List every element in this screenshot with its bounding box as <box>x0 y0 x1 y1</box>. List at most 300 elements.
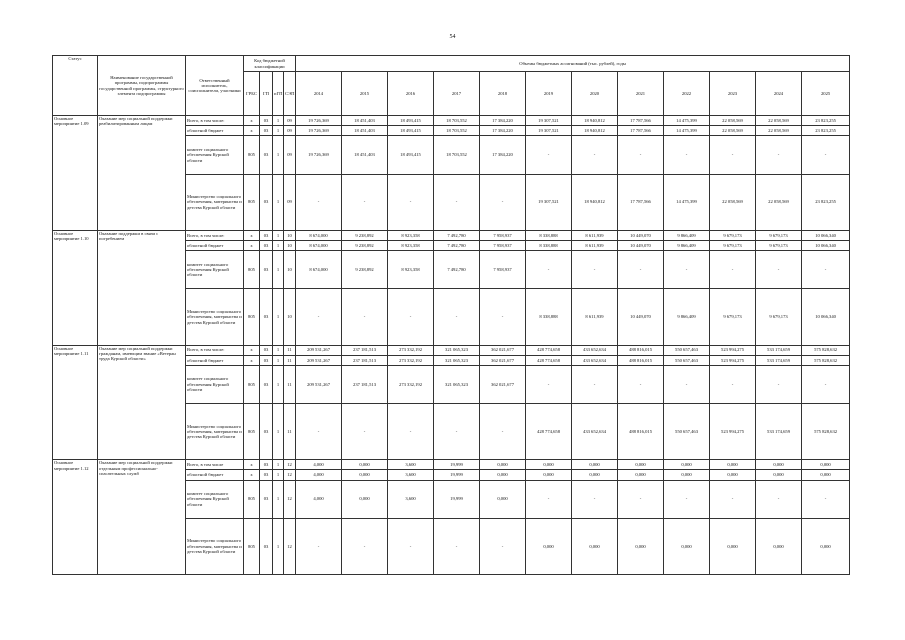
header-year: 2024 <box>756 72 802 116</box>
value-cell: - <box>342 404 388 460</box>
page-number: 54 <box>449 34 456 40</box>
value-cell: 8 674,000 <box>296 240 342 250</box>
value-cell: 321 065,323 <box>434 365 480 403</box>
group-name: Оказание мер социальной поддержки реабилитированным лицам <box>98 116 186 231</box>
value-cell: - <box>526 136 572 174</box>
code-cell: 1 <box>273 126 284 136</box>
executor-cell: Министерство социального обеспечения, материнства и детства Курской области <box>186 518 244 574</box>
value-cell: 18 451,403 <box>342 136 388 174</box>
value-cell: 19 726,369 <box>296 116 342 126</box>
value-cell: 8 611,939 <box>572 240 618 250</box>
value-cell: 7 492,780 <box>434 251 480 289</box>
value-cell: 22 058,569 <box>756 116 802 126</box>
header-code-col: пГП <box>273 72 284 116</box>
value-cell: - <box>434 404 480 460</box>
table-row <box>53 460 850 470</box>
value-cell: - <box>802 480 850 518</box>
value-cell: 0,000 <box>572 470 618 480</box>
group-name: Оказание мер социальной поддержки гражданам, имеющим звание «Ветеран труда Курской области» <box>98 345 186 460</box>
executor-cell: комитет социального обеспечения Курской области <box>186 136 244 174</box>
value-cell: 0,000 <box>710 460 756 470</box>
code-cell: 1 <box>273 480 284 518</box>
value-cell: 237 181,513 <box>342 355 388 365</box>
header-year: 2019 <box>526 72 572 116</box>
value-cell: 273 332,192 <box>388 365 434 403</box>
value-cell: 9 866,409 <box>664 230 710 240</box>
value-cell: - <box>526 480 572 518</box>
value-cell: 9 679,173 <box>756 240 802 250</box>
value-cell: 0,000 <box>756 460 802 470</box>
value-cell: 17 384,220 <box>480 116 526 126</box>
code-cell: 1 <box>273 230 284 240</box>
code-cell: 1 <box>273 240 284 250</box>
value-cell: 22 058,569 <box>710 126 756 136</box>
value-cell: 18 940,812 <box>572 126 618 136</box>
code-cell: 805 <box>244 289 260 345</box>
value-cell: 9 679,173 <box>756 230 802 240</box>
value-cell: 9 238,892 <box>342 251 388 289</box>
value-cell: 523 994,275 <box>710 404 756 460</box>
executor-cell: областной бюджет <box>186 355 244 365</box>
value-cell: 9 679,173 <box>710 289 756 345</box>
value-cell: 9 238,892 <box>342 240 388 250</box>
code-cell: х <box>244 126 260 136</box>
header-status: Статус <box>53 56 98 116</box>
header-year: 2025 <box>802 72 850 116</box>
value-cell: 433 652,634 <box>572 355 618 365</box>
value-cell: 4,000 <box>296 460 342 470</box>
value-cell: - <box>618 365 664 403</box>
value-cell: - <box>434 174 480 230</box>
code-cell: х <box>244 240 260 250</box>
value-cell: 237 181,513 <box>342 365 388 403</box>
value-cell: - <box>756 136 802 174</box>
code-cell: 03 <box>260 240 273 250</box>
executor-cell: областной бюджет <box>186 126 244 136</box>
value-cell: 7 958,937 <box>480 230 526 240</box>
value-cell: 18 451,403 <box>342 116 388 126</box>
value-cell: 273 332,192 <box>388 355 434 365</box>
header-code-col: ГРБС <box>244 72 260 116</box>
value-cell: 9 679,173 <box>710 230 756 240</box>
value-cell: 362 021,677 <box>480 365 526 403</box>
code-cell: 12 <box>284 470 296 480</box>
code-cell: 03 <box>260 460 273 470</box>
value-cell: 0,000 <box>618 460 664 470</box>
executor-cell: областной бюджет <box>186 240 244 250</box>
code-cell: х <box>244 230 260 240</box>
code-cell: 03 <box>260 116 273 126</box>
executor-cell: Всего, в том числе: <box>186 345 244 355</box>
code-cell: 12 <box>284 518 296 574</box>
value-cell: - <box>388 289 434 345</box>
code-cell: 03 <box>260 174 273 230</box>
value-cell: 18 703,552 <box>434 116 480 126</box>
value-cell: 18 703,552 <box>434 136 480 174</box>
code-cell: 805 <box>244 251 260 289</box>
value-cell: 7 958,937 <box>480 251 526 289</box>
value-cell: 209 531,267 <box>296 365 342 403</box>
value-cell: 10 449,070 <box>618 289 664 345</box>
value-cell: 0,000 <box>526 518 572 574</box>
value-cell: 523 994,275 <box>710 345 756 355</box>
code-cell: 03 <box>260 126 273 136</box>
value-cell: 10 449,070 <box>618 240 664 250</box>
value-cell: 0,000 <box>342 470 388 480</box>
value-cell: 17 384,220 <box>480 126 526 136</box>
code-cell: 11 <box>284 355 296 365</box>
value-cell: 23 823,255 <box>802 116 850 126</box>
header-executor: Ответственный исполнитель, соисполнители, участники <box>186 56 244 116</box>
value-cell: 0,000 <box>710 518 756 574</box>
value-cell: 0,000 <box>710 470 756 480</box>
code-cell: 1 <box>273 251 284 289</box>
value-cell: 533 174,659 <box>756 404 802 460</box>
value-cell: - <box>480 518 526 574</box>
value-cell: 14 475,399 <box>664 116 710 126</box>
code-cell: 03 <box>260 365 273 403</box>
value-cell: 3,600 <box>388 460 434 470</box>
code-cell: 03 <box>260 230 273 240</box>
code-cell: х <box>244 460 260 470</box>
header-year: 2018 <box>480 72 526 116</box>
value-cell: 17 787,566 <box>618 126 664 136</box>
value-cell: 23 823,255 <box>802 126 850 136</box>
code-cell: х <box>244 345 260 355</box>
value-cell: - <box>664 136 710 174</box>
value-cell: 14 475,399 <box>664 174 710 230</box>
executor-cell: Министерство социального обеспечения, материнства и детства Курской области <box>186 404 244 460</box>
code-cell: 09 <box>284 174 296 230</box>
value-cell: 523 994,275 <box>710 355 756 365</box>
value-cell: 550 657,463 <box>664 355 710 365</box>
value-cell: - <box>572 136 618 174</box>
value-cell: 428 774,658 <box>526 355 572 365</box>
code-cell: 1 <box>273 365 284 403</box>
value-cell: 23 823,255 <box>802 174 850 230</box>
header-year: 2014 <box>296 72 342 116</box>
value-cell: 0,000 <box>802 470 850 480</box>
value-cell: 433 652,634 <box>572 345 618 355</box>
code-cell: 03 <box>260 251 273 289</box>
table-row <box>53 230 850 240</box>
code-cell: х <box>244 470 260 480</box>
value-cell: 3,600 <box>388 480 434 518</box>
value-cell: 8 923,358 <box>388 240 434 250</box>
value-cell: 17 787,566 <box>618 116 664 126</box>
executor-cell: Всего, в том числе <box>186 460 244 470</box>
value-cell: 19,999 <box>434 470 480 480</box>
table-header <box>53 56 850 116</box>
value-cell: 19,999 <box>434 460 480 470</box>
value-cell: 0,000 <box>756 470 802 480</box>
value-cell: - <box>618 480 664 518</box>
value-cell: 575 828,632 <box>802 355 850 365</box>
value-cell: 22 058,569 <box>710 116 756 126</box>
value-cell: 0,000 <box>802 460 850 470</box>
executor-cell: комитет социального обеспечения Курской области <box>186 480 244 518</box>
value-cell: - <box>664 365 710 403</box>
header-code-col: СЭП <box>284 72 296 116</box>
value-cell: - <box>802 251 850 289</box>
value-cell: 10 066,340 <box>802 230 850 240</box>
value-cell: - <box>710 365 756 403</box>
header-year: 2023 <box>710 72 756 116</box>
value-cell: - <box>756 251 802 289</box>
value-cell: - <box>526 365 572 403</box>
value-cell: 0,000 <box>480 480 526 518</box>
value-cell: - <box>572 480 618 518</box>
table-row <box>53 345 850 355</box>
value-cell: - <box>664 251 710 289</box>
value-cell: 10 449,070 <box>618 230 664 240</box>
value-cell: 0,000 <box>572 460 618 470</box>
executor-cell: комитет социального обеспечения Курской области <box>186 365 244 403</box>
value-cell: 0,000 <box>618 518 664 574</box>
code-cell: 1 <box>273 289 284 345</box>
value-cell: - <box>618 251 664 289</box>
value-cell: - <box>342 289 388 345</box>
value-cell: 0,000 <box>342 480 388 518</box>
value-cell: - <box>710 251 756 289</box>
value-cell: 19,999 <box>434 480 480 518</box>
code-cell: 03 <box>260 345 273 355</box>
group-name: Оказание мер социальной поддержки отдельным профессионально-спасательных служб <box>98 460 186 575</box>
code-cell: 03 <box>260 289 273 345</box>
value-cell: - <box>526 251 572 289</box>
value-cell: 19 726,369 <box>296 136 342 174</box>
value-cell: 18 940,812 <box>572 116 618 126</box>
value-cell: 0,000 <box>664 518 710 574</box>
value-cell: - <box>434 289 480 345</box>
code-cell: 12 <box>284 460 296 470</box>
executor-cell: комитет социального обеспечения Курской области <box>186 251 244 289</box>
code-cell: 805 <box>244 365 260 403</box>
executor-cell: Министерство социального обеспечения, материнства и детства Курской области <box>186 289 244 345</box>
code-cell: 1 <box>273 404 284 460</box>
value-cell: - <box>710 480 756 518</box>
code-cell: 805 <box>244 174 260 230</box>
value-cell: - <box>342 174 388 230</box>
group-status: Основное мероприятие 1.10 <box>53 230 98 345</box>
value-cell: 550 657,463 <box>664 404 710 460</box>
value-cell: 533 174,659 <box>756 345 802 355</box>
code-cell: 10 <box>284 251 296 289</box>
value-cell: - <box>296 289 342 345</box>
code-cell: 11 <box>284 404 296 460</box>
header-volumes: Объемы бюджетных ассигнований (тыс. рублей), годы <box>296 56 850 72</box>
value-cell: 22 058,569 <box>756 174 802 230</box>
value-cell: 8 611,939 <box>572 289 618 345</box>
code-cell: 1 <box>273 116 284 126</box>
value-cell: 321 065,323 <box>434 355 480 365</box>
code-cell: 1 <box>273 136 284 174</box>
value-cell: 8 674,000 <box>296 230 342 240</box>
executor-cell: областной бюджет <box>186 470 244 480</box>
code-cell: 03 <box>260 518 273 574</box>
value-cell: 18 493,415 <box>388 126 434 136</box>
value-cell: 9 238,892 <box>342 230 388 240</box>
header-name: Наименование государственной программы, подпрограммы государственной программы, структурного элемента подпрограммы <box>98 56 186 116</box>
code-cell: 09 <box>284 116 296 126</box>
value-cell: 8 611,939 <box>572 230 618 240</box>
value-cell: 18 451,403 <box>342 126 388 136</box>
header-year: 2015 <box>342 72 388 116</box>
code-cell: 805 <box>244 136 260 174</box>
header-code: Код бюджетной классификации <box>244 56 296 72</box>
value-cell: 4,000 <box>296 480 342 518</box>
value-cell: 19 307,521 <box>526 174 572 230</box>
group-status: Основное мероприятие 1.09 <box>53 116 98 231</box>
code-cell: 12 <box>284 480 296 518</box>
code-cell: 03 <box>260 470 273 480</box>
code-cell: 805 <box>244 404 260 460</box>
value-cell: - <box>296 518 342 574</box>
value-cell: 22 058,569 <box>710 174 756 230</box>
value-cell: 433 652,634 <box>572 404 618 460</box>
value-cell: - <box>664 480 710 518</box>
code-cell: 1 <box>273 518 284 574</box>
table-body <box>53 116 850 575</box>
value-cell: 9 679,173 <box>756 289 802 345</box>
value-cell: - <box>342 518 388 574</box>
table-row <box>53 116 850 126</box>
value-cell: 9 866,409 <box>664 289 710 345</box>
value-cell: 0,000 <box>572 518 618 574</box>
value-cell: 550 657,463 <box>664 345 710 355</box>
value-cell: 8 923,358 <box>388 251 434 289</box>
group-status: Основное мероприятие 1.12 <box>53 460 98 575</box>
value-cell: 0,000 <box>664 470 710 480</box>
value-cell: 18 703,552 <box>434 126 480 136</box>
value-cell: 19 307,521 <box>526 116 572 126</box>
header-year: 2017 <box>434 72 480 116</box>
value-cell: 17 384,220 <box>480 136 526 174</box>
header-year: 2022 <box>664 72 710 116</box>
value-cell: - <box>480 404 526 460</box>
value-cell: - <box>480 174 526 230</box>
value-cell: 0,000 <box>342 460 388 470</box>
value-cell: 0,000 <box>526 470 572 480</box>
value-cell: 362 021,677 <box>480 355 526 365</box>
code-cell: 805 <box>244 518 260 574</box>
value-cell: 488 816,015 <box>618 404 664 460</box>
value-cell: - <box>480 289 526 345</box>
code-cell: 03 <box>260 404 273 460</box>
value-cell: 3,600 <box>388 470 434 480</box>
value-cell: - <box>296 174 342 230</box>
code-cell: 10 <box>284 289 296 345</box>
code-cell: 1 <box>273 460 284 470</box>
value-cell: 362 021,677 <box>480 345 526 355</box>
value-cell: 10 066,340 <box>802 289 850 345</box>
value-cell: 209 531,267 <box>296 345 342 355</box>
header-year: 2020 <box>572 72 618 116</box>
code-cell: 03 <box>260 136 273 174</box>
code-cell: 1 <box>273 470 284 480</box>
code-cell: 1 <box>273 355 284 365</box>
value-cell: - <box>802 365 850 403</box>
header-year: 2021 <box>618 72 664 116</box>
code-cell: х <box>244 116 260 126</box>
value-cell: 488 816,015 <box>618 355 664 365</box>
code-cell: 11 <box>284 345 296 355</box>
group-name: Оказание поддержки в связи с погребением <box>98 230 186 345</box>
value-cell: 533 174,659 <box>756 355 802 365</box>
value-cell: - <box>388 174 434 230</box>
code-cell: 11 <box>284 365 296 403</box>
executor-cell: Всего, в том числе: <box>186 116 244 126</box>
code-cell: 1 <box>273 174 284 230</box>
value-cell: 18 940,812 <box>572 174 618 230</box>
code-cell: 1 <box>273 345 284 355</box>
value-cell: - <box>388 404 434 460</box>
value-cell: 8 674,000 <box>296 251 342 289</box>
code-cell: 09 <box>284 136 296 174</box>
value-cell: 575 828,632 <box>802 404 850 460</box>
value-cell: - <box>572 365 618 403</box>
executor-cell: Всего, в том числе: <box>186 230 244 240</box>
value-cell: 14 475,399 <box>664 126 710 136</box>
value-cell: 321 065,323 <box>434 345 480 355</box>
value-cell: 0,000 <box>480 470 526 480</box>
value-cell: 9 866,409 <box>664 240 710 250</box>
value-cell: 209 531,267 <box>296 355 342 365</box>
value-cell: 0,000 <box>618 470 664 480</box>
value-cell: 19 726,369 <box>296 126 342 136</box>
header-code-col: ГП <box>260 72 273 116</box>
value-cell: - <box>296 404 342 460</box>
value-cell: 8 923,358 <box>388 230 434 240</box>
value-cell: 7 958,937 <box>480 240 526 250</box>
value-cell: 0,000 <box>802 518 850 574</box>
value-cell: - <box>802 136 850 174</box>
code-cell: х <box>244 355 260 365</box>
value-cell: 8 338,888 <box>526 289 572 345</box>
value-cell: - <box>756 365 802 403</box>
value-cell: 9 679,173 <box>710 240 756 250</box>
code-cell: 09 <box>284 126 296 136</box>
value-cell: 428 774,658 <box>526 404 572 460</box>
value-cell: 0,000 <box>526 460 572 470</box>
value-cell: 488 816,015 <box>618 345 664 355</box>
value-cell: 7 492,780 <box>434 240 480 250</box>
value-cell: 273 332,192 <box>388 345 434 355</box>
value-cell: 22 058,569 <box>756 126 802 136</box>
value-cell: - <box>710 136 756 174</box>
value-cell: 0,000 <box>664 460 710 470</box>
value-cell: 18 493,415 <box>388 136 434 174</box>
value-cell: 19 307,521 <box>526 126 572 136</box>
value-cell: 0,000 <box>756 518 802 574</box>
value-cell: 575 828,632 <box>802 345 850 355</box>
value-cell: 7 492,780 <box>434 230 480 240</box>
value-cell: - <box>572 251 618 289</box>
value-cell: - <box>756 480 802 518</box>
value-cell: 10 066,340 <box>802 240 850 250</box>
value-cell: 8 338,888 <box>526 230 572 240</box>
budget-table <box>52 55 850 575</box>
code-cell: 03 <box>260 480 273 518</box>
executor-cell: Министерство социального обеспечения, материнства и детства Курской области <box>186 174 244 230</box>
group-status: Основное мероприятие 1.11 <box>53 345 98 460</box>
code-cell: 10 <box>284 230 296 240</box>
code-cell: 10 <box>284 240 296 250</box>
value-cell: 4,000 <box>296 470 342 480</box>
value-cell: 17 787,566 <box>618 174 664 230</box>
value-cell: 0,000 <box>480 460 526 470</box>
value-cell: 428 774,658 <box>526 345 572 355</box>
